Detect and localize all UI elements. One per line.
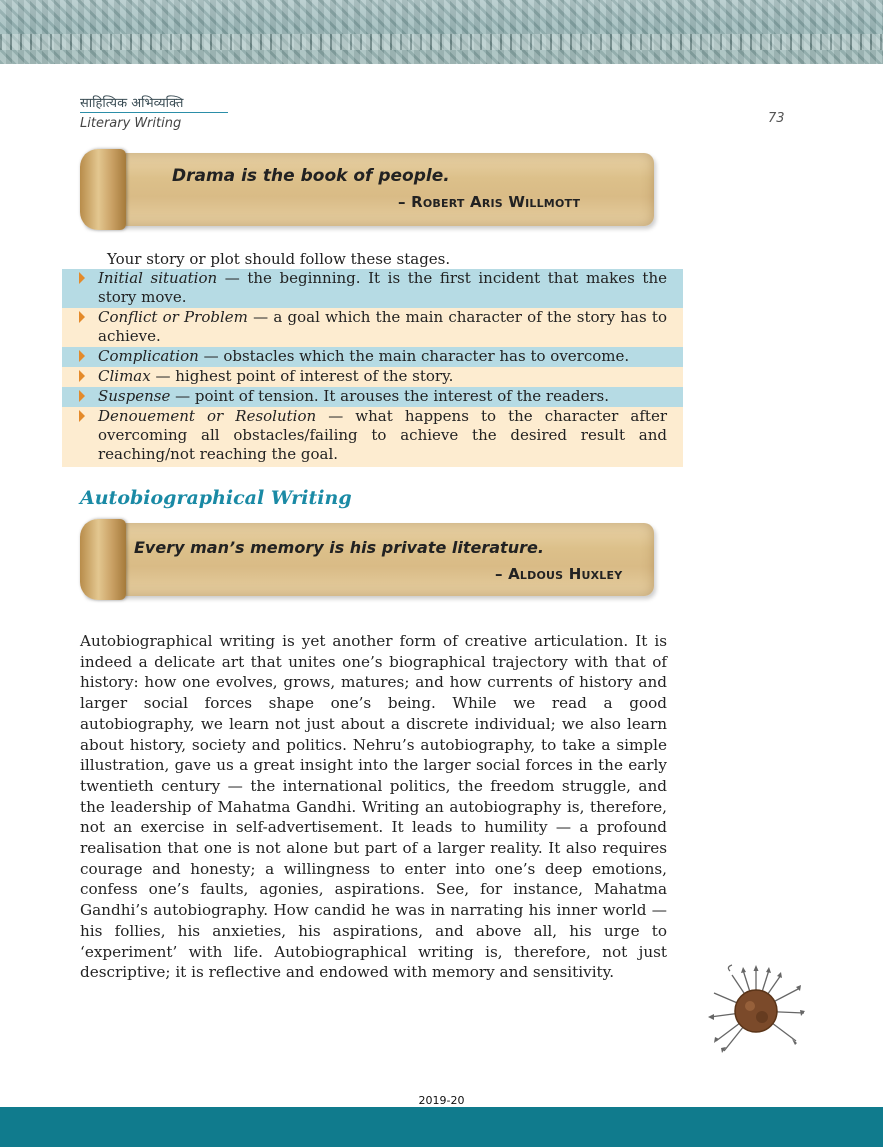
stage-description: — what happens to the character after overcoming all obstacles/failing to achieve the desired result and reaching/not reaching the goal. <box>98 407 667 463</box>
list-item <box>62 269 683 308</box>
quote-text: Every man’s memory is his private literature. <box>134 538 544 557</box>
stage-description: — obstacles which the main character has to overcome. <box>198 347 630 365</box>
body-paragraph: Autobiographical writing is yet another form of creative articulation. It is indeed a delicate art that unites one’s biographical trajectory with that of history: how one evolves, grows, matures; and how currents of history and larger social forces shape one’s being. While we read a good autobiography, we learn not just about a discrete individual; we also learn about history, society and politics. Nehru’s autobiography, to take a simple illustration, gave us a great insight into the larger social forces in the early twentieth century — the international politics, the freedom struggle, and the leadership of Mahatma Gandhi. Writing an autobiography is, therefore, not an exercise in self-advertisement. It leads to humility — a profound realisation that one is not alone but part of a larger reality. It also requires courage and honesty; a willingness to enter into one’s deep emotions, confess one’s faults, agonies, aspirations. See, for instance, Mahatma Gandhi’s autobiography. How candid he was in narrating his inner world — his follies, his anxieties, his aspirations, and above all, his urge to ‘experiment’ with life. Autobiographical writing is, therefore, not just descriptive; it is reflective and endowed with memory and sensitivity. <box>80 632 667 982</box>
decorative-header-band <box>0 0 883 64</box>
stage-term: Climax <box>98 367 151 385</box>
bullet-arrow-icon <box>79 370 85 382</box>
bullet-arrow-icon <box>79 390 85 402</box>
quote-author: – Aldous Huxley <box>495 565 623 583</box>
list-item <box>62 387 683 407</box>
stage-description: — a goal which the main character of the story has to achieve. <box>98 308 667 345</box>
list-item <box>62 407 683 467</box>
stage-term: Denouement or Resolution <box>98 407 317 425</box>
section-heading: Autobiographical Writing <box>80 487 352 509</box>
scroll-curl-decoration <box>80 519 126 600</box>
bullet-arrow-icon <box>79 350 85 362</box>
sun-emblem-icon <box>706 963 806 1055</box>
running-header-hindi: साहित्यिक अभिव्यक्ति <box>80 96 184 111</box>
stage-term: Suspense <box>98 387 171 405</box>
stage-term: Initial situation <box>98 269 218 287</box>
page-number: 73 <box>768 111 785 126</box>
list-item <box>62 367 683 387</box>
running-header-english: Literary Writing <box>80 116 182 131</box>
quote-scroll-drama <box>84 153 654 226</box>
stage-description: — highest point of interest of the story. <box>150 367 454 385</box>
list-item <box>62 347 683 367</box>
bullet-arrow-icon <box>79 272 85 284</box>
footer-band <box>0 1107 883 1147</box>
stages-intro: Your story or plot should follow these stages. <box>107 250 451 268</box>
stage-description: — point of tension. It arouses the interest of the readers. <box>170 387 610 405</box>
header-divider <box>80 112 228 113</box>
edition-year: 2019-20 <box>418 1094 465 1107</box>
stage-term: Conflict or Problem <box>98 308 248 326</box>
quote-scroll-memory <box>84 523 654 596</box>
story-stages-list <box>62 269 683 467</box>
quote-text: Drama is the book of people. <box>172 166 450 186</box>
scroll-curl-decoration <box>80 149 126 230</box>
stage-description: — the beginning. It is the first incident that makes the story move. <box>98 269 667 306</box>
quote-author: – Robert Aris Willmott <box>398 193 581 211</box>
list-item <box>62 308 683 347</box>
bullet-arrow-icon <box>79 311 85 323</box>
stage-term: Complication <box>98 347 199 365</box>
bullet-arrow-icon <box>79 410 85 422</box>
